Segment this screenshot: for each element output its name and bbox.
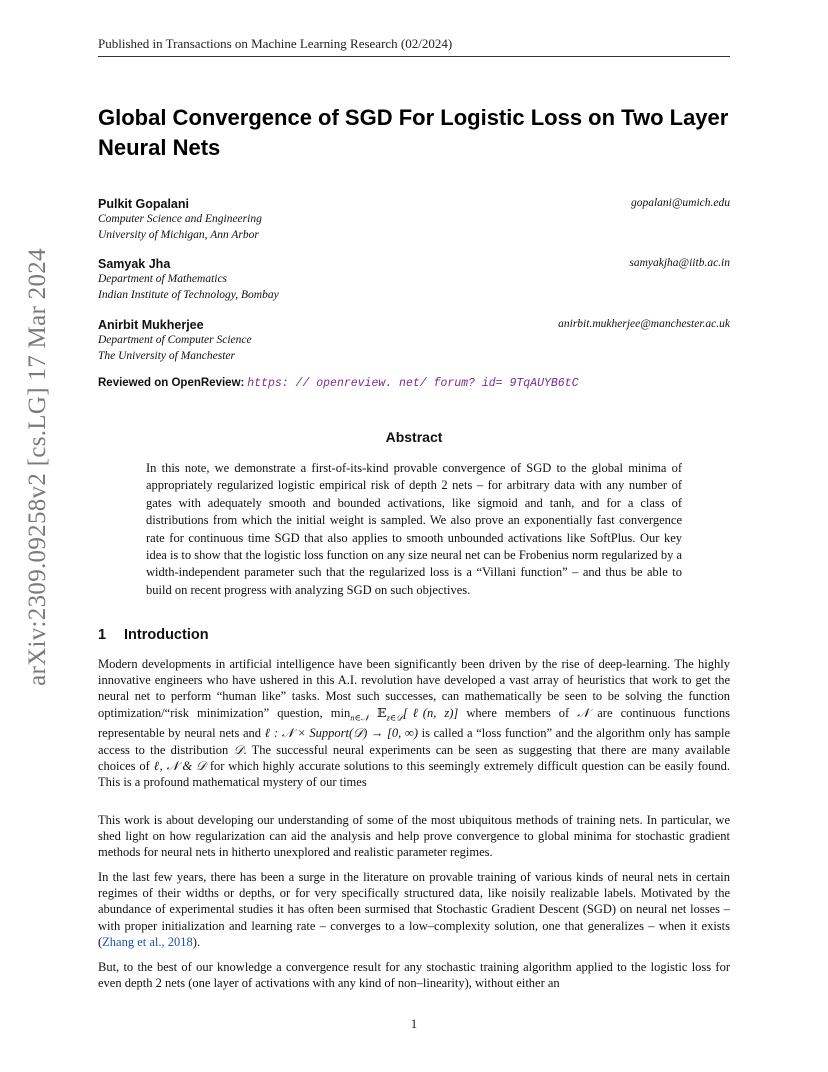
citation-link[interactable]: Zhang et al., 2018 <box>102 934 193 949</box>
paragraph-2: This work is about developing our understanding of some of the most ubiquitous methods of training nets. In particular, we shed light on how regularization can aid the analysis and help prove convergence to global minima for stochastic gradient methods for neural nets in hitherto unexplored and realistic parameter regimes. <box>98 813 730 860</box>
author-block-3 <box>98 318 730 364</box>
author-email[interactable]: gopalani@umich.edu <box>630 197 730 209</box>
paragraph-text: for which highly accurate solutions to this seemingly extremely difficult question can be easily found. This is a profound mathematical mystery of our times <box>98 758 730 789</box>
author-affiliation-line: The University of Manchester <box>98 349 236 362</box>
math-loss-map: ℓ : 𝒩 × Support(𝒟) → [0, ∞) <box>264 726 418 741</box>
author-affiliation-line: Department of Mathematics <box>98 273 228 285</box>
section-number: 1 <box>98 627 107 643</box>
paragraph-4: But, to the best of our knowledge a convergence result for any stochastic training algorithm applied to the logistic loss for even depth 2 nets (one layer of activations with any kind of non–linearity), without either an <box>98 960 730 991</box>
paragraph-3 <box>98 869 730 950</box>
author-email[interactable]: anirbit.mukherjee@manchester.ac.uk <box>558 318 730 330</box>
paragraph-text: . The successful neural experiments can be seen as suggesting that there are many available choices of <box>98 742 730 773</box>
math-symbol: ℓ, 𝒩 & 𝒟 <box>153 758 206 773</box>
paragraph-text: In the last few years, there has been a surge in the literature on provable training of various kinds of neural nets in certain regimes of their widths or depths, or for very specifically structured data, like noisily realizable labels. Motivated by the abundance of experimental studies it has often been surmised that Stochastic Gradient Descent (SGD) on neural net losses – with proper initialization and learning rate – converges to a low–complexity solution, one that generalizes – when it exists ( <box>98 870 730 949</box>
paragraph-text: ). <box>192 934 201 949</box>
math-loss-term: [ℓ(n, z)] <box>402 705 459 720</box>
author-affiliation-line: Indian Institute of Technology, Bombay <box>98 288 279 301</box>
section-title: Introduction <box>124 627 209 643</box>
review-line <box>98 377 579 390</box>
paragraph-1 <box>98 656 730 790</box>
paragraph-text: is called a “loss function” and the algorithm only has sample access to the distribution <box>98 726 730 757</box>
author-block-2 <box>98 257 730 303</box>
author-name: Samyak Jha <box>98 257 171 271</box>
arxiv-stamp-text: arXiv:2309.09258v2 [cs.LG] 17 Mar 2024 <box>24 248 51 686</box>
abstract-text: In this note, we demonstrate a first-of-its-kind provable convergence of SGD to the global minima of appropriately regularized logistic empirical risk of depth 2 nets – for arbitrary data with any number of gates with adequately smooth and bounded activations, like sigmoid and tanh, and for a class of distributions from which the initial weight is sampled. We also prove an exponentially fast convergence rate for continuous time SGD that also applies to smooth unbounded activations like SoftPlus. Our key idea is to show that the logistic loss function on any size neural net can be Frobenius norm regularized by a width-independent parameter such that the regularized loss is a “Villani function” – and thus be able to build on recent progress with analyzing SGD on such objectives. <box>146 461 682 597</box>
math-sub: z∈𝒟 <box>386 712 403 723</box>
paper-title: Global Convergence of SGD For Logistic Loss on Two Layer Neural Nets <box>98 105 729 160</box>
openreview-link[interactable]: https: // openreview. net/ forum? id= 9TqAUYB6tC <box>247 377 579 390</box>
paragraph-text: where members of <box>458 705 578 720</box>
author-affiliation-line: Computer Science and Engineering <box>98 213 262 225</box>
author-affiliation-line: University of Michigan, Ann Arbor <box>98 228 259 241</box>
author-name: Pulkit Gopalani <box>98 197 189 211</box>
section-heading <box>98 627 209 643</box>
header-rule <box>98 56 730 57</box>
math-min: min <box>330 705 351 720</box>
math-symbol: 𝒩 <box>577 705 590 720</box>
paragraph-text: are continuous functions representable by neural nets and <box>98 705 730 741</box>
page-number: 1 <box>410 1017 418 1031</box>
author-email[interactable]: samyakjha@iitb.ac.in <box>629 257 730 269</box>
math-symbol: 𝒟 <box>233 742 244 757</box>
author-block-1 <box>98 197 730 243</box>
math-sub: n∈𝒩 <box>350 712 369 723</box>
paragraph-text: Modern developments in artificial intelligence have been significantly been driven by the rise of deep-learning. The highly innovative engineers who have ushered in this A.I. revolution have developed a vast array of heuristics that work to get the neural net to perform “human like” tasks. Most such successes, can mathematically be seen to be solving the function optimization/“risk minimization” question, <box>98 657 730 720</box>
author-name: Anirbit Mukherjee <box>98 318 204 332</box>
author-affiliation-line: Department of Computer Science <box>98 334 252 346</box>
running-header: Published in Transactions on Machine Learning Research (02/2024) <box>98 36 453 51</box>
review-label: Reviewed on OpenReview: <box>98 377 245 389</box>
math-expectation: 𝔼 <box>368 705 387 720</box>
abstract-heading: Abstract <box>385 429 443 445</box>
